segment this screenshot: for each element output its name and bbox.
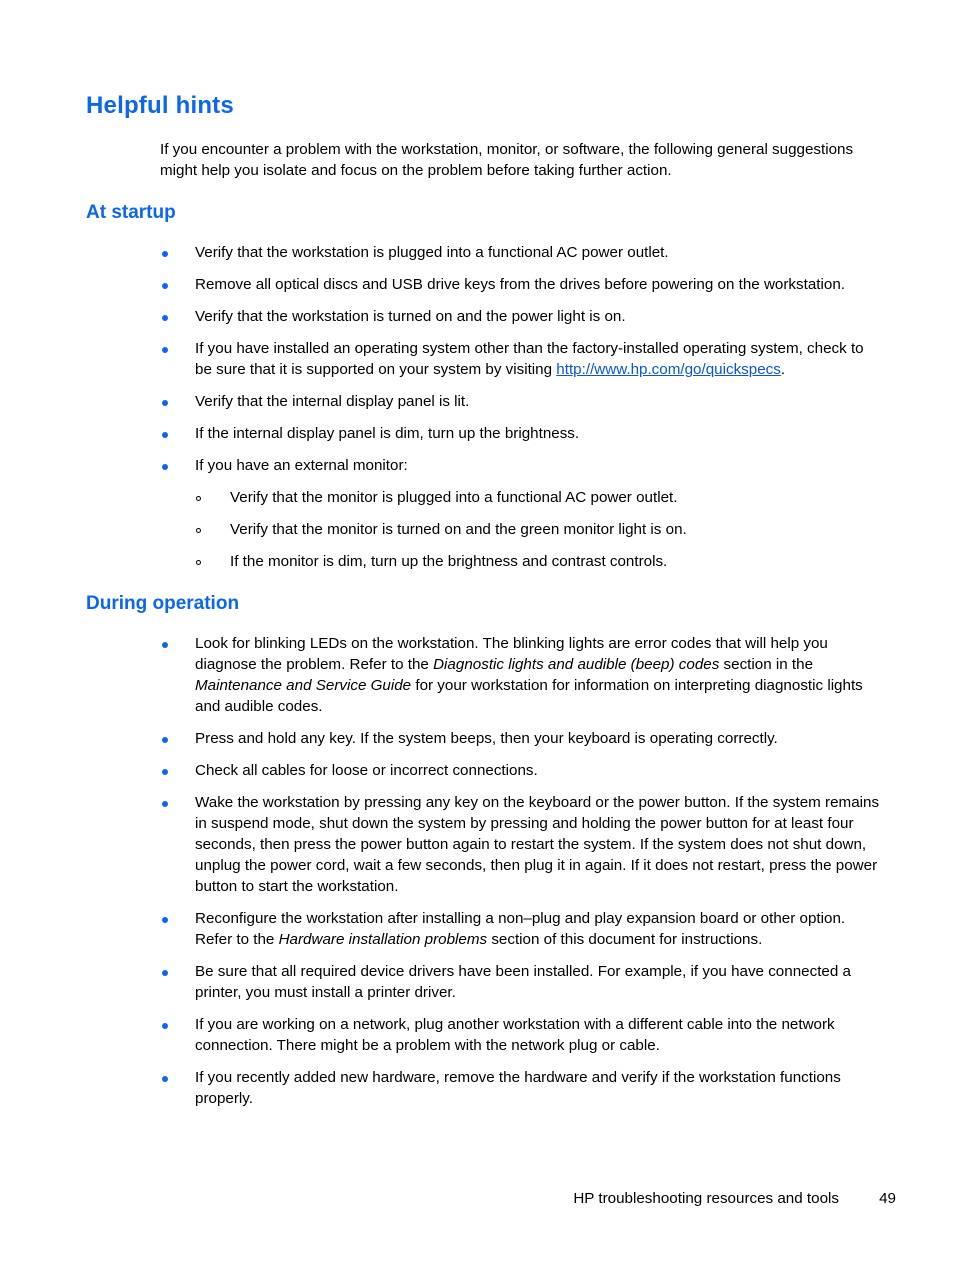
bullet-icon — [162, 769, 168, 775]
list-item: Wake the workstation by pressing any key on the keyboard or the power button. If the system remains in suspend mode, shut down the system by pressing and holding the power button for at least four seconds, then press the power button again to restart the system. If the system does not shut down, unplug the power cord, wait a few seconds, then plug it in again. If it does not restart, press the power button to start the workstation. — [160, 792, 880, 897]
bullet-icon — [162, 400, 168, 406]
list-item: Reconfigure the workstation after installing a non–plug and play expansion board or other option. Refer to the Hardware installation problems section of this document for instructions. — [160, 908, 880, 950]
sub-bullet-icon — [196, 496, 201, 501]
list-item: Verify that the workstation is turned on and the power light is on. — [160, 306, 880, 327]
list-item: Verify that the internal display panel is lit. — [160, 391, 880, 412]
list-item: If you have an external monitor: — [160, 455, 880, 476]
footer-title: HP troubleshooting resources and tools — [573, 1190, 839, 1207]
section-heading-operation: During operation — [86, 593, 240, 614]
bullet-icon — [162, 970, 168, 976]
startup-list — [160, 242, 880, 583]
list-item: Look for blinking LEDs on the workstation. The blinking lights are error codes that will help you diagnose the problem. Refer to the Diagnostic lights and audible (beep) codes section in the Maintenance and Service Guide for your workstation for information on interpreting diagnostic lights and audible codes. — [160, 633, 880, 717]
list-item: Remove all optical discs and USB drive keys from the drives before powering on the workstation. — [160, 274, 880, 295]
bullet-icon — [162, 432, 168, 438]
bullet-icon — [162, 315, 168, 321]
bullet-icon — [162, 917, 168, 923]
intro-paragraph: If you encounter a problem with the workstation, monitor, or software, the following general suggestions might help you isolate and focus on the problem before taking further action. — [160, 141, 854, 179]
bullet-icon — [162, 464, 168, 470]
sub-bullet-icon — [196, 528, 201, 533]
sub-list-item: Verify that the monitor is plugged into a functional AC power outlet. — [160, 487, 880, 508]
sub-list-item: If the monitor is dim, turn up the brightness and contrast controls. — [160, 551, 880, 572]
bullet-icon — [162, 1076, 168, 1082]
sub-bullet-icon — [196, 560, 201, 565]
list-item: If you are working on a network, plug another workstation with a different cable into the network connection. There might be a problem with the network plug or cable. — [160, 1014, 880, 1056]
bullet-icon — [162, 347, 168, 353]
bullet-icon — [162, 801, 168, 807]
quickspecs-link[interactable]: http://www.hp.com/go/quickspecs — [556, 361, 781, 378]
page-footer — [0, 1188, 954, 1212]
page-number: 49 — [879, 1190, 896, 1207]
list-item: If you recently added new hardware, remove the hardware and verify if the workstation functions properly. — [160, 1067, 880, 1109]
list-item: Check all cables for loose or incorrect connections. — [160, 760, 880, 781]
list-item: Press and hold any key. If the system beeps, then your keyboard is operating correctly. — [160, 728, 880, 749]
operation-list — [160, 633, 880, 1120]
bullet-icon — [162, 737, 168, 743]
bullet-icon — [162, 1023, 168, 1029]
list-item: Verify that the workstation is plugged into a functional AC power outlet. — [160, 242, 880, 263]
section-heading-startup: At startup — [86, 202, 176, 223]
list-item: If the internal display panel is dim, turn up the brightness. — [160, 423, 880, 444]
bullet-icon — [162, 283, 168, 289]
page-title: Helpful hints — [86, 92, 234, 119]
bullet-icon — [162, 251, 168, 257]
list-item: If you have installed an operating system other than the factory-installed operating system, check to be sure that it is supported on your system by visiting http://www.hp.com/go/quickspecs. — [160, 338, 880, 380]
list-item: Be sure that all required device drivers have been installed. For example, if you have connected a printer, you must install a printer driver. — [160, 961, 880, 1003]
bullet-icon — [162, 642, 168, 648]
sub-list-item: Verify that the monitor is turned on and the green monitor light is on. — [160, 519, 880, 540]
